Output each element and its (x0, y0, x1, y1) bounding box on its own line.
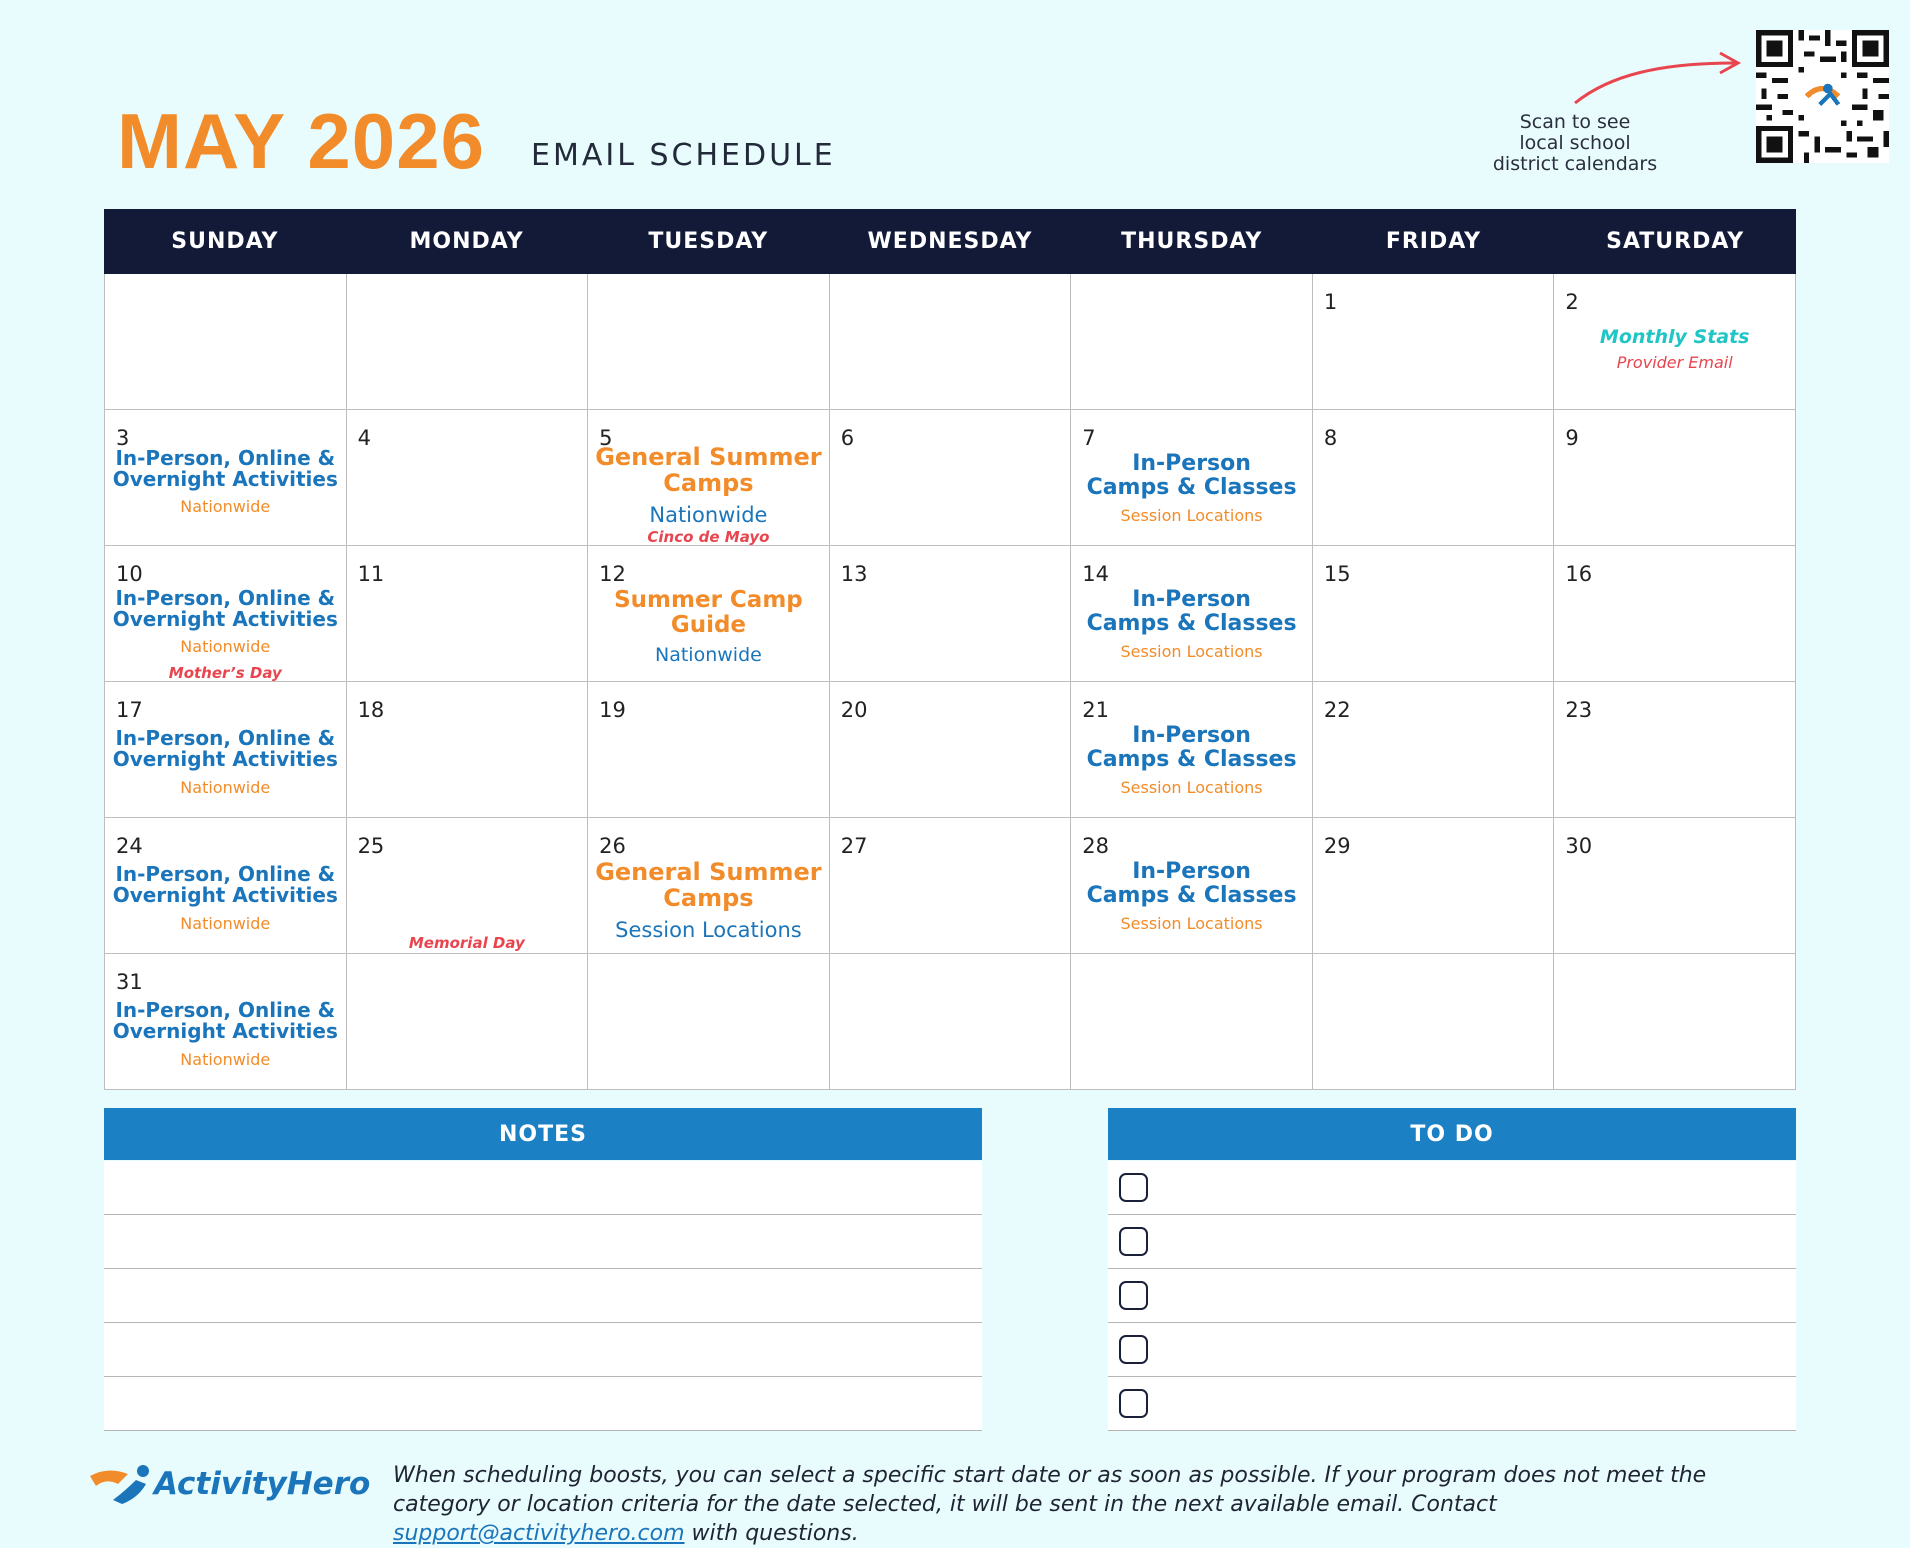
brand-name: ActivityHero (154, 1466, 371, 1502)
day-header-saturday: SATURDAY (1606, 229, 1745, 254)
day-header-sunday: SUNDAY (171, 229, 279, 254)
calendar-cell-day-7 (1071, 410, 1313, 546)
calendar-cell-day-22 (1313, 682, 1555, 818)
calendar-cell-day-10 (105, 546, 347, 682)
checkbox[interactable] (1119, 1281, 1148, 1310)
calendar-cell-day-20 (830, 682, 1072, 818)
activities-event: In-Person, Online & Overnight Activities (112, 586, 338, 631)
date-number: 30 (1565, 834, 1593, 858)
activityhero-logo-icon (88, 1462, 158, 1506)
notes-line[interactable] (104, 1215, 982, 1269)
audience-label: Nationwide (649, 503, 768, 527)
todo-item[interactable] (1108, 1323, 1796, 1377)
calendar-cell-empty (347, 954, 589, 1090)
todo-item[interactable] (1108, 1215, 1796, 1269)
calendar-cell-day-29 (1313, 818, 1555, 954)
checkbox[interactable] (1119, 1227, 1148, 1256)
calendar-cell-day-14 (1071, 546, 1313, 682)
date-number: 18 (357, 698, 385, 722)
camps-classes-event: In-Person Camps & Classes (1086, 451, 1297, 500)
notes-header: NOTES (104, 1108, 982, 1160)
calendar-cell-empty (588, 954, 830, 1090)
calendar-cell-day-27 (830, 818, 1072, 954)
date-number: 26 (599, 834, 626, 858)
calendar-cell-day-13 (830, 546, 1072, 682)
summer-camp-guide-event: Summer Camp Guide (614, 587, 803, 638)
calendar-cell-empty (347, 274, 589, 410)
calendar (104, 209, 1796, 1090)
activities-event: In-Person, Online & Overnight Activities (112, 862, 338, 907)
page-title: MAY 2026 (117, 97, 485, 185)
calendar-cell-empty (588, 274, 830, 410)
date-number: 6 (840, 426, 855, 450)
day-header-tuesday: TUESDAY (648, 229, 769, 254)
date-number: 29 (1323, 834, 1351, 858)
todo-lines (1108, 1161, 1796, 1431)
date-number: 31 (116, 970, 143, 994)
date-number: 12 (599, 562, 626, 586)
calendar-cell-day-21 (1071, 682, 1313, 818)
calendar-cell-day-8 (1313, 410, 1555, 546)
date-number: 1 (1323, 290, 1338, 314)
calendar-cell-day-17 (105, 682, 347, 818)
calendar-header (104, 209, 1796, 274)
page-subtitle: EMAIL SCHEDULE (531, 138, 836, 173)
calendar-cell-day-1 (1313, 274, 1555, 410)
calendar-cell-empty (1071, 274, 1313, 410)
scan-caption: Scan to see local school district calendars (1492, 111, 1658, 175)
date-number: 17 (116, 698, 143, 722)
calendar-cell-day-15 (1313, 546, 1555, 682)
location-label: Session Locations (615, 918, 802, 942)
activities-event: In-Person, Online & Overnight Activities (112, 446, 338, 491)
monthly-stats-event: Monthly Stats (1599, 326, 1750, 348)
calendar-cell-empty (830, 274, 1072, 410)
calendar-cell-day-4 (347, 410, 589, 546)
holiday-label: Memorial Day (408, 934, 525, 952)
calendar-cell-day-11 (347, 546, 589, 682)
calendar-cell-day-28 (1071, 818, 1313, 954)
date-number: 11 (357, 562, 385, 586)
camps-classes-event: In-Person Camps & Classes (1086, 587, 1297, 636)
date-number: 28 (1082, 834, 1110, 858)
calendar-cell-empty (1313, 954, 1555, 1090)
date-number: 19 (599, 698, 626, 722)
date-number: 24 (116, 834, 143, 858)
location-label: Session Locations (1120, 778, 1263, 797)
notes-line[interactable] (104, 1377, 982, 1431)
todo-item[interactable] (1108, 1269, 1796, 1323)
date-number: 27 (840, 834, 868, 858)
calendar-cell-day-9 (1554, 410, 1796, 546)
holiday-label: Mother’s Day (168, 664, 282, 682)
footer-disclaimer: When scheduling boosts, you can select a specific start date or as soon as possible. If your program does not meet the category or location criteria for the date selected, it will be sent in the next available email. Contact support@activityhero.com with questions. (393, 1463, 1707, 1546)
activities-event: In-Person, Online & Overnight Activities (112, 726, 338, 771)
calendar-cell-day-18 (347, 682, 589, 818)
date-number: 13 (840, 562, 868, 586)
activityhero-logo (88, 1462, 370, 1506)
location-label: Session Locations (1120, 506, 1263, 525)
date-number: 16 (1565, 562, 1593, 586)
date-number: 4 (357, 426, 371, 450)
audience-label: Nationwide (180, 1050, 271, 1069)
todo-item[interactable] (1108, 1161, 1796, 1215)
calendar-cell-day-5 (588, 410, 830, 546)
calendar-cell-day-12 (588, 546, 830, 682)
calendar-cell-empty (1071, 954, 1313, 1090)
day-header-thursday: THURSDAY (1121, 229, 1263, 254)
notes-line[interactable] (104, 1161, 982, 1215)
checkbox[interactable] (1119, 1335, 1148, 1364)
calendar-cell-day-25 (347, 818, 589, 954)
calendar-cell-empty (105, 274, 347, 410)
date-number: 3 (116, 426, 130, 450)
calendar-cell-day-30 (1554, 818, 1796, 954)
qr-code-icon[interactable] (1756, 30, 1889, 163)
calendar-cell-day-31 (105, 954, 347, 1090)
calendar-cell-day-16 (1554, 546, 1796, 682)
date-number: 21 (1082, 698, 1110, 722)
calendar-cell-day-6 (830, 410, 1072, 546)
date-number: 20 (840, 698, 868, 722)
camps-classes-event: In-Person Camps & Classes (1086, 723, 1297, 772)
calendar-cell-day-2 (1554, 274, 1796, 410)
date-number: 2 (1565, 290, 1579, 314)
camps-classes-event: In-Person Camps & Classes (1086, 859, 1297, 908)
notes-line[interactable] (104, 1269, 982, 1323)
date-number: 10 (116, 562, 143, 586)
audience-label: Nationwide (180, 914, 271, 933)
curved-arrow-icon (1570, 45, 1750, 115)
todo-header: TO DO (1108, 1108, 1796, 1160)
audience-label: Nationwide (180, 497, 271, 516)
location-label: Session Locations (1120, 914, 1263, 933)
location-label: Session Locations (1120, 642, 1263, 661)
date-number: 23 (1565, 698, 1593, 722)
checkbox[interactable] (1119, 1173, 1148, 1202)
calendar-grid (104, 274, 1796, 1090)
date-number: 5 (599, 426, 613, 450)
notes-line[interactable] (104, 1323, 982, 1377)
day-header-friday: FRIDAY (1385, 229, 1482, 254)
checkbox[interactable] (1119, 1389, 1148, 1418)
date-number: 25 (357, 834, 385, 858)
holiday-label: Cinco de Mayo (647, 528, 770, 546)
date-number: 14 (1082, 562, 1110, 586)
general-summer-camps-event: General Summer Camps (595, 443, 822, 497)
calendar-cell-day-26 (588, 818, 830, 954)
date-number: 22 (1323, 698, 1351, 722)
activities-event: In-Person, Online & Overnight Activities (112, 998, 338, 1043)
calendar-cell-day-19 (588, 682, 830, 818)
support-email-link[interactable]: support@activityhero.com (393, 1521, 685, 1546)
provider-email-label: Provider Email (1616, 353, 1733, 372)
calendar-cell-day-3 (105, 410, 347, 546)
date-number: 15 (1323, 562, 1351, 586)
date-number: 8 (1323, 426, 1338, 450)
date-number: 9 (1565, 426, 1579, 450)
calendar-cell-empty (1554, 954, 1796, 1090)
todo-item[interactable] (1108, 1377, 1796, 1431)
calendar-cell-day-24 (105, 818, 347, 954)
calendar-cell-empty (830, 954, 1072, 1090)
audience-label: Nationwide (180, 778, 271, 797)
day-header-monday: MONDAY (409, 229, 524, 254)
notes-lines (104, 1161, 982, 1431)
day-header-wednesday: WEDNESDAY (867, 229, 1033, 254)
date-number: 7 (1082, 426, 1096, 450)
audience-label: Nationwide (180, 637, 271, 656)
audience-label: Nationwide (655, 644, 762, 666)
general-summer-camps-event: General Summer Camps (595, 858, 822, 912)
calendar-cell-day-23 (1554, 682, 1796, 818)
